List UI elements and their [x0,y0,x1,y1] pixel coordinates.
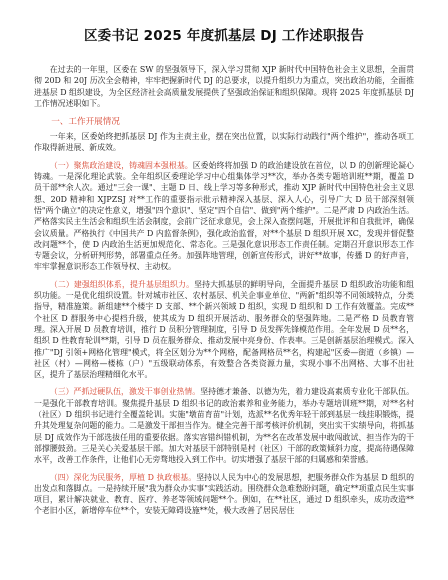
subsection-3-body: 坚持德才兼备、以德为先，着力建设高素质专业化干部队伍。一是强化干部教育培训。聚焦提升基层 D 组织书记的政治素养和业务能力，举办专题培训班**期，对**名村（社区）D 组织书记进行全覆盖轮训。实施"墩苗育苗"计划，选派**名优秀年轻干部到基层一线挂职锻炼，提升其处理复杂问题的能力。二是激发干部担当作为。健全完善干部考核评价机制，突出实干实绩导向，将抓基层 DJ 成效作为干部选拔任用的重要依据。落实容错纠错机制，为**名在改革发展中敢闯敢试、担当作为的干部撑腰鼓劲。三是关心关爱基层干部。加大对基层干部特别是村（社区）干部的政策倾斜力度，提高待遇保障水平，改善工作条件，让他们心无旁骛地投入到工作中。切实增强了基层干部的归属感和荣誉感。 [34,387,414,465]
section-heading: 一、工作开展情况 [51,117,120,128]
subsection-1-title: （一）聚焦政治建设，铸魂固本强根基。 [49,160,193,170]
subsection-4-title: （四）深化为民服务，厚植 D 执政根基。 [49,472,197,482]
subsection-2-body: 坚持大抓基层的鲜明导向，全面提升基层 D 组织政治功能和组织功能。一是优化组织设置。针对城市社区、农村基层、机关企事业单位、"两新"组织等不同领域特点，分类指导，精准施策。新组建**个楼宇 D 支部、**个新兴领域 D 组织，实现 D 组织和 D 工作有效覆盖。完成**个社区 D 群服务中心提档升级，使其成为 D 组织开展活动、服务群众的坚强阵地。二是严格 D 员教育管理。深入开展 D 员教育培训，推行 D 员积分管理制度，引导 D 员发挥先锋模范作用。全年发展 D 员**名，组织 D 性教育轮训**期，引导 D 员在服务群众、推动发展中亮身份、作表率。三是创新基层治理模式。深入推广"DJ 引领+网格化管理"模式，将全区划分为**个网格，配备网格员**名，构建起"区委—街道（乡镇）—社区（村）—网格—楼栋（户）"五级联动体系，有效整合各类资源力量，实现小事不出网格、大事不出社区，提升了基层治理精细化水平。 [34,279,414,380]
subsection-1 [34,160,414,273]
subsection-3-title: （三）严抓过硬队伍，激发干事创业热情。 [49,387,201,397]
subsection-4 [34,472,414,517]
subsection-2 [34,279,414,381]
subsection-3 [34,386,414,465]
page-title: 区委书记 2025 年度抓基层 DJ 工作述职报告 [83,28,365,44]
subsection-2-title: （二）建强组织体系，提升基层组织力。 [49,279,195,289]
intro-paragraph: 在过去的一年里，区委在 SW 的坚强领导下，深入学习贯彻 XJP 新时代中国特色社会主义思想，全面贯彻 20D 和 20J 历次全会精神，牢牢把握新时代 DJ 的总要求，以提升组织力为重点，突出政治功能，全面推进基层 D 组织建设，为全区经济社会高质量发展提供了坚强政治保证和组织保障。现将 2025 年度抓基层 DJ 工作情况述职如下。 [34,65,414,108]
section-intro-paragraph: 一年来，区委始终把抓基层 DJ 作为主责主业，摆在突出位置，以实际行动践行"两个维护"，推动各项工作取得新进展、新成效。 [34,132,414,153]
subsection-4-body: 坚持以人民为中心的发展思想，把服务群众作为基层 D 组织的出发点和落脚点。一是持续开展"我为群众办实事"实践活动。围绕群众急难愁盼问题，确定**项重点民生实事项目，累计解决就业、教育、医疗、养老等领域问题**个。例如，在**社区，通过 D 组织牵头，成功改造**个老旧小区，新增停车位**个，安装无障碍设施**处，极大改善了居民居住 [34,472,414,516]
subsection-1-body: 区委始终将加强 D 的政治建设放在首位，以 D 的创新理论凝心铸魂。一是深化理论武装。全年组织区委理论学习中心组集体学习**次，举办各类专题培训班**期，覆盖 D 员干部**余人次。通过"三会一课"、主题 D 日、线上学习等多种形式，推动 XJP 新时代中国特色社会主义思想、20D 精神和 XJPZSJ 对**工作的重要指示批示精神深入基层、深入人心，引导广大 D 员干部深刻领悟"两个确立"的决定性意义，增强"四个意识"、坚定"四个自信"、做到"两个维护"。二是严肃 D 内政治生活。严格落实民主生活会和组织生活会制度，会前广泛征求意见，会上深入查摆问题，开展批评和自我批评，确保会议质量。严格执行《中国共产 D 内监督条例》，强化政治监督，对**个基层 D 组织开展 XC，发现并督促整改问题**个，使 D 内政治生活更加规范化、常态化。三是强化意识形态工作责任制。定期召开意识形态工作专题会议，分析研判形势，部署重点任务。加强阵地管理，创新宣传形式，讲好**故事，传播 D 的好声音，牢牢掌握意识形态工作领导权、主动权。 [34,160,414,272]
